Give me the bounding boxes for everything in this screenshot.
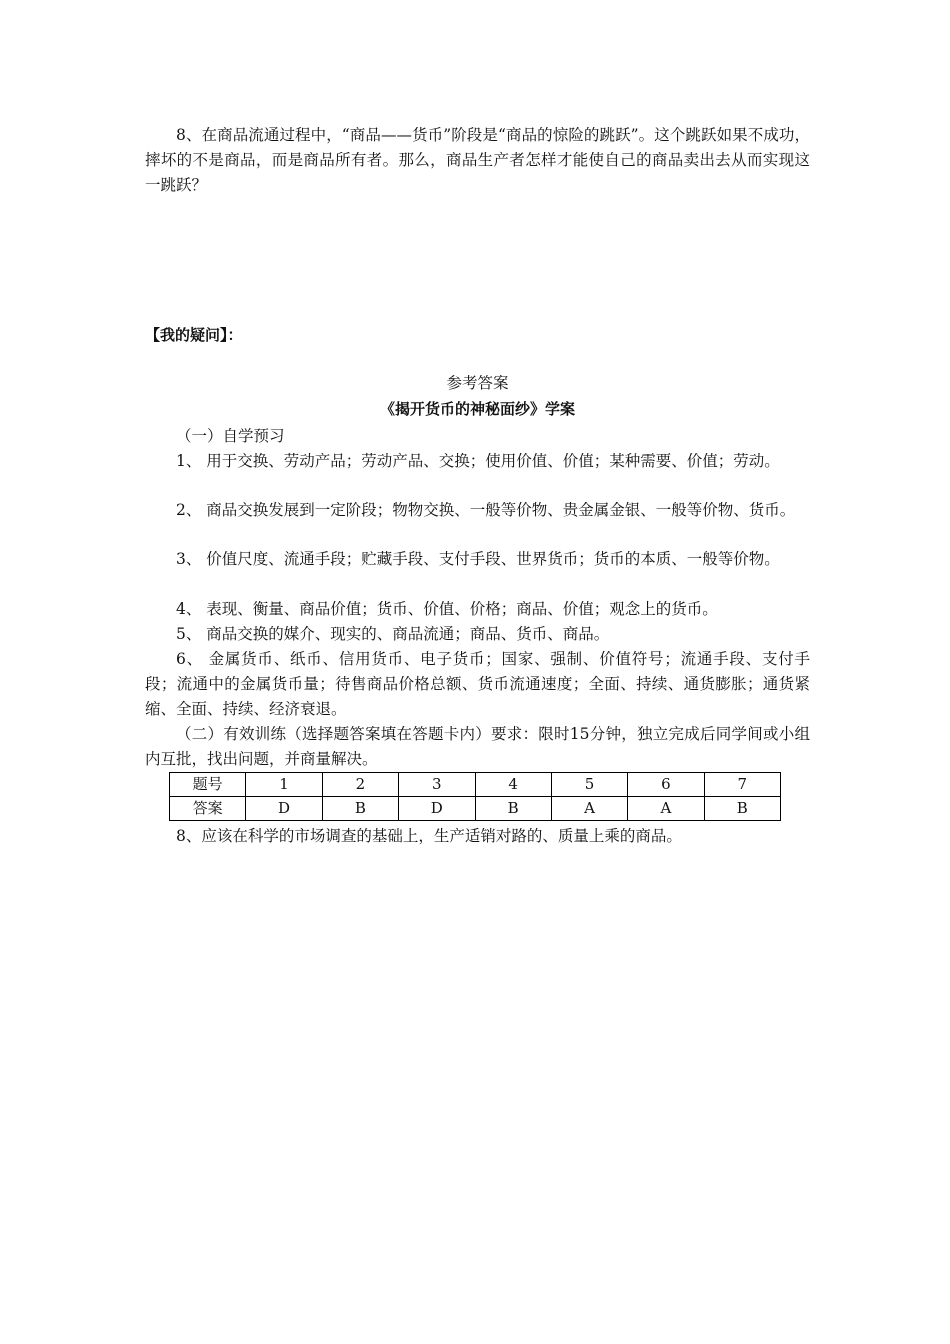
answer-1: 1、 用于交换、劳动产品；劳动产品、交换；使用价值、价值；某种需要、价值；劳动。 <box>176 452 780 470</box>
answer-4: 4、 表现、衡量、商品价值；货币、价值、价格；商品、价值；观念上的货币。 <box>176 600 718 618</box>
table-cell-number: 6 <box>628 773 704 797</box>
answer-3: 3、 价值尺度、流通手段；贮藏手段、支付手段、世界货币；货币的本质、一般等价物。 <box>176 550 780 568</box>
table-cell-number: 3 <box>399 773 475 797</box>
table-cell-answer: A <box>628 797 704 821</box>
table-cell-number: 7 <box>704 773 780 797</box>
table-header-cell: 答案 <box>170 797 246 821</box>
table-row-answers <box>170 797 781 821</box>
table-cell-number: 1 <box>246 773 322 797</box>
section-2-heading: （二）有效训练（选择题答案填在答题卡内）要求：限时15分钟，独立完成后同学间或小组内互批，找出问题，并商量解决。 <box>145 725 810 768</box>
answer-5: 5、 商品交换的媒介、现实的、商品流通；商品、货币、商品。 <box>176 625 610 643</box>
document-title: 《揭开货币的神秘面纱》学案 <box>379 400 575 418</box>
table-cell-answer: B <box>322 797 398 821</box>
table-cell-answer: A <box>551 797 627 821</box>
reference-answers-title: 参考答案 <box>446 374 509 392</box>
table-cell-answer: B <box>704 797 780 821</box>
section-1-heading: （一）自学预习 <box>176 427 285 445</box>
table-header-cell: 题号 <box>170 773 246 797</box>
table-row-numbers <box>170 773 781 797</box>
answer-8: 8、应该在科学的市场调查的基础上，生产适销对路的、质量上乘的商品。 <box>176 827 682 845</box>
question-8: 8、在商品流通过程中，“商品——货币”阶段是“商品的惊险的跳跃”。这个跳跃如果不成功，摔坏的不是商品，而是商品所有者。那么，商品生产者怎样才能使自己的商品卖出去从而实现这一跳跃？ <box>145 126 810 194</box>
table-cell-answer: D <box>246 797 322 821</box>
table-cell-answer: B <box>475 797 551 821</box>
my-doubt-heading: 【我的疑问】： <box>145 326 243 344</box>
table-cell-number: 2 <box>322 773 398 797</box>
answer-2: 2、 商品交换发展到一定阶段；物物交换、一般等价物、贵金属金银、一般等价物、货币。 <box>176 501 796 519</box>
table-cell-answer: D <box>399 797 475 821</box>
answer-6: 6、 金属货币、纸币、信用货币、电子货币；国家、强制、价值符号；流通手段、支付手段；流通中的金属货币量；待售商品价格总额、货币流通速度；全面、持续、通货膨胀；通货紧缩、全面、持续、经济衰退。 <box>145 650 810 718</box>
answer-table <box>169 772 781 821</box>
table-cell-number: 5 <box>551 773 627 797</box>
table-cell-number: 4 <box>475 773 551 797</box>
